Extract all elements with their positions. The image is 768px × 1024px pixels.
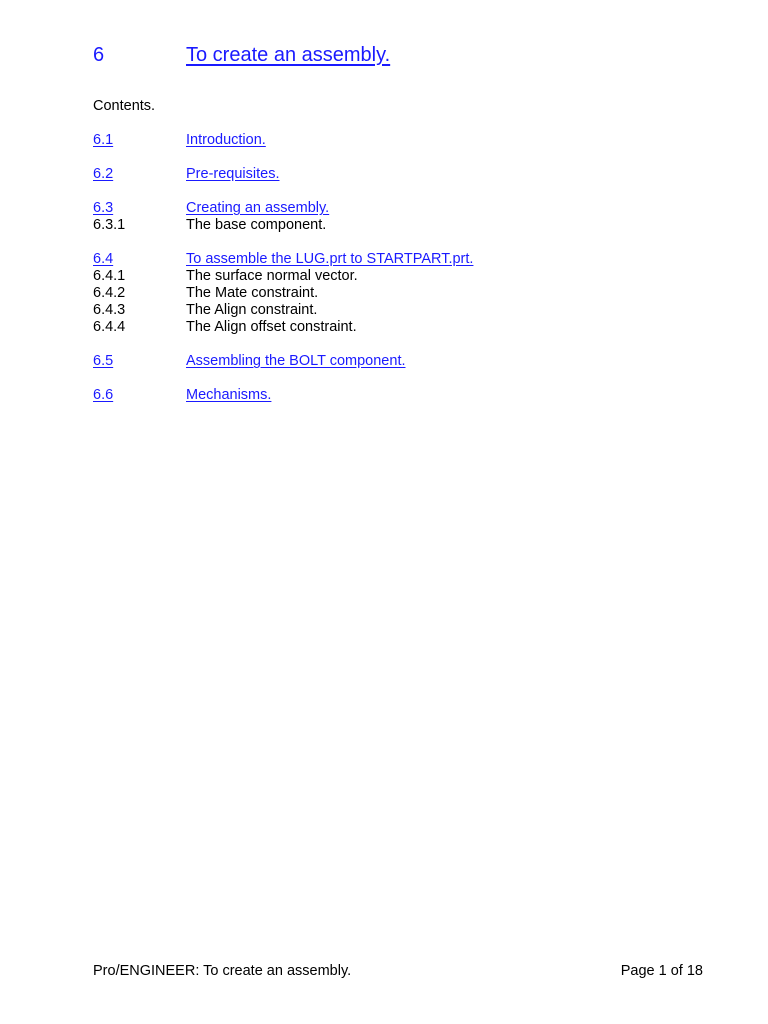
toc-section-link[interactable] (93, 251, 713, 268)
toc-entry-number: 6.4 (93, 251, 114, 267)
toc-entry-number: 6.3 (93, 200, 114, 216)
toc-group (93, 387, 713, 404)
toc-section-link[interactable] (93, 387, 713, 404)
toc-subsection-item (93, 302, 713, 319)
toc-group (93, 132, 713, 149)
chapter-heading-link[interactable] (93, 43, 390, 67)
toc-entry-number: 6.3.1 (93, 217, 126, 233)
toc-entry-number: 6.4.3 (93, 302, 126, 318)
toc-entry-title: The base component. (186, 217, 327, 233)
toc-entry-number: 6.6 (93, 387, 114, 403)
toc-group (93, 251, 713, 336)
page-footer (93, 963, 703, 980)
toc-entry-title: Assembling the BOLT component. (186, 353, 406, 369)
toc-entry-number: 6.2 (93, 166, 114, 182)
toc-entry-number: 6.1 (93, 132, 114, 148)
toc-section-link[interactable] (93, 353, 713, 370)
toc-subsection-item (93, 217, 713, 234)
toc-entry-title: The Align offset constraint. (186, 319, 357, 335)
toc-entry-title: The Mate constraint. (186, 285, 319, 301)
toc-entry-title: Pre-requisites. (186, 166, 280, 182)
toc-entry-number: 6.4.2 (93, 285, 126, 301)
toc-subsection-item (93, 268, 713, 285)
toc-entry-title: Mechanisms. (186, 387, 272, 403)
toc-entry-number: 6.4.4 (93, 319, 126, 335)
toc-entry-title: The Align constraint. (186, 302, 318, 318)
toc-section-link[interactable] (93, 200, 713, 217)
toc-subsection-item (93, 319, 713, 336)
footer-page-number: Page 1 of 18 (620, 963, 703, 979)
toc-subsection-item (93, 285, 713, 302)
toc-entry-title: Introduction. (186, 132, 266, 148)
footer-document-title: Pro/ENGINEER: To create an assembly. (93, 963, 352, 979)
toc-entry-number: 6.4.1 (93, 268, 126, 284)
toc-section-link[interactable] (93, 132, 713, 149)
table-of-contents (93, 132, 713, 421)
toc-entry-title: The surface normal vector. (186, 268, 358, 284)
toc-group (93, 166, 713, 183)
toc-entry-number: 6.5 (93, 353, 114, 369)
contents-label: Contents. (93, 98, 156, 114)
toc-entry-title: Creating an assembly. (186, 200, 330, 216)
toc-section-link[interactable] (93, 166, 713, 183)
chapter-title: To create an assembly. (186, 44, 391, 66)
toc-entry-title: To assemble the LUG.prt to STARTPART.prt. (186, 251, 474, 267)
toc-group (93, 200, 713, 234)
toc-group (93, 353, 713, 370)
chapter-number: 6 (93, 44, 105, 66)
